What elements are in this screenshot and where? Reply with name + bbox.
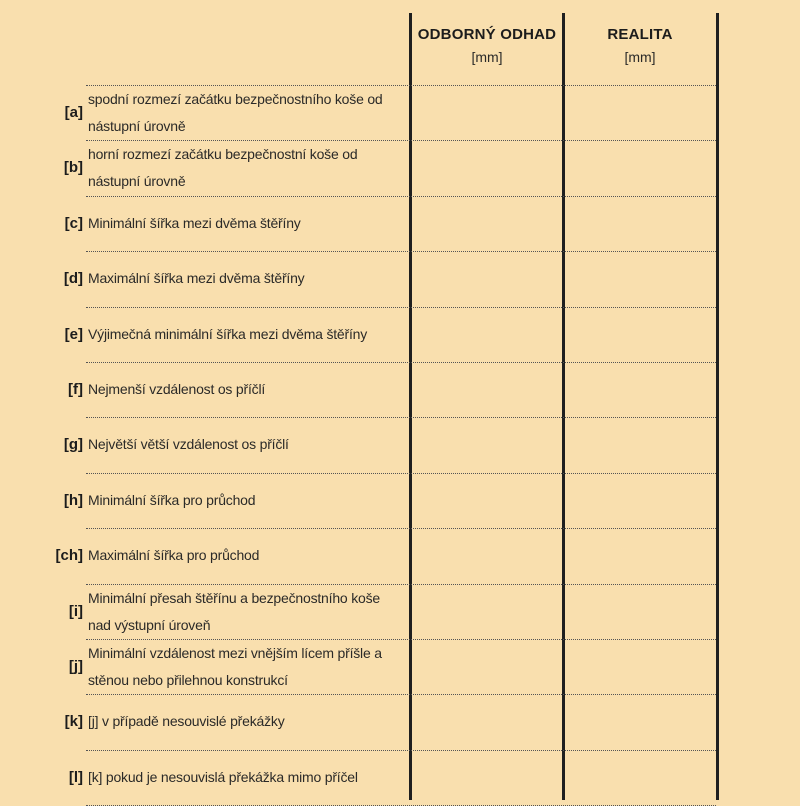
column-unit: [mm] — [471, 49, 503, 65]
row-key: [k] — [64, 713, 83, 730]
row-description-text: Maximální šířka pro průchod — [88, 547, 260, 563]
row-key: [e] — [64, 326, 83, 343]
table-row — [0, 307, 409, 362]
row-description — [88, 639, 406, 694]
table-row — [0, 473, 409, 528]
row-description — [88, 473, 406, 528]
row-description-text: Minimální přesah štěřínu a bezpečnostního koše nad výstupní úroveň — [88, 589, 380, 633]
column-divider-right — [716, 13, 719, 800]
row-key: [d] — [63, 270, 83, 287]
row-description-text: horní rozmezí začátku bezpečnostní koše od nástupní úrovně — [88, 145, 358, 189]
table-row — [0, 639, 409, 694]
row-key: [g] — [63, 436, 83, 453]
row-description-text: Maximální šířka mezi dvěma štěříny — [88, 270, 305, 286]
row-key: [f] — [68, 381, 83, 398]
column-divider-left — [409, 13, 412, 800]
column-unit: [mm] — [624, 49, 656, 65]
table-row — [0, 528, 409, 583]
row-description-text: Minimální vzdálenost mezi vnějším lícem příšle a stěnou nebo přilehnou konstrukcí — [88, 644, 382, 688]
row-key: [h] — [63, 492, 83, 509]
row-key: [j] — [68, 658, 83, 675]
row-description — [88, 196, 406, 251]
row-description — [88, 307, 406, 362]
column-header-reality — [565, 26, 715, 65]
table-row — [0, 750, 409, 805]
column-header-estimate — [412, 26, 562, 65]
table-row — [0, 417, 409, 472]
column-title: ODBORNÝ ODHAD — [417, 26, 557, 43]
row-description-text: spodní rozmezí začátku bezpečnostního koše od nástupní úrovně — [88, 90, 383, 134]
row-description-text: Největší větší vzdálenost os příčlí — [88, 436, 289, 452]
row-description — [88, 584, 406, 639]
column-title: REALITA — [607, 26, 673, 43]
row-description — [88, 528, 406, 583]
table-row — [0, 85, 409, 140]
column-divider-middle — [562, 13, 565, 800]
table-row — [0, 694, 409, 749]
row-description — [88, 750, 406, 805]
table-row — [0, 196, 409, 251]
row-key: [a] — [64, 104, 83, 121]
row-description — [88, 694, 406, 749]
row-key: [c] — [64, 215, 83, 232]
table-row — [0, 584, 409, 639]
row-description-text: [j] v případě nesouvislé překážky — [88, 713, 285, 729]
row-key: [ch] — [55, 547, 83, 564]
row-description-text: Výjimečná minimální šířka mezi dvěma štěříny — [88, 326, 368, 342]
row-key: [i] — [68, 603, 83, 620]
table-row — [0, 251, 409, 306]
row-description-text: Minimální šířka mezi dvěma štěříny — [88, 215, 301, 231]
row-description — [88, 251, 406, 306]
row-description — [88, 85, 406, 140]
table-row — [0, 140, 409, 195]
row-description-text: [k] pokud je nesouvislá překážka mimo příčel — [88, 769, 358, 785]
row-description — [88, 140, 406, 195]
row-description — [88, 362, 406, 417]
row-key: [l] — [68, 769, 83, 786]
row-key: [b] — [63, 159, 83, 176]
row-description-text: Nejmenší vzdálenost os příčlí — [88, 381, 266, 397]
table-row — [0, 362, 409, 417]
row-description — [88, 417, 406, 472]
row-description-text: Minimální šířka pro průchod — [88, 492, 256, 508]
